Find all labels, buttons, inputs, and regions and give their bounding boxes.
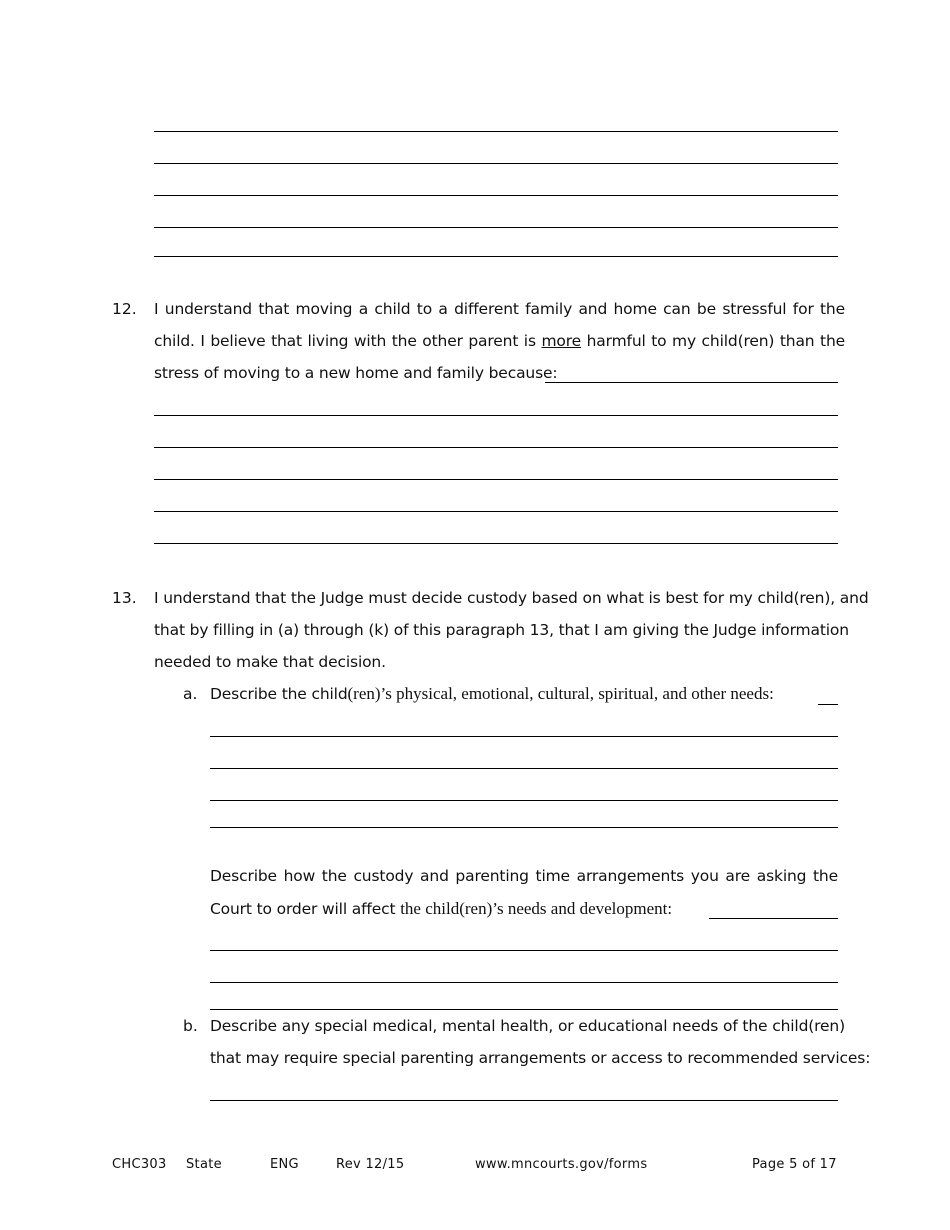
subitem-text-line: Describe the child(ren)’s physical, emotional, cultural, spiritual, and other needs: bbox=[210, 684, 774, 703]
writing-line[interactable] bbox=[210, 827, 838, 828]
item-number: 13. bbox=[112, 589, 137, 607]
item-text-line: needed to make that decision. bbox=[154, 653, 386, 671]
writing-line[interactable] bbox=[154, 195, 838, 196]
item-text-line: stress of moving to a new home and family because: bbox=[154, 364, 558, 382]
writing-line[interactable] bbox=[154, 163, 838, 164]
emphasis-word: more bbox=[541, 332, 582, 350]
writing-line[interactable] bbox=[154, 415, 838, 416]
writing-line[interactable] bbox=[210, 950, 838, 951]
writing-line[interactable] bbox=[210, 1100, 838, 1101]
subitem-text-line: Describe how the custody and parenting time arrangements you are asking the bbox=[210, 867, 838, 885]
answer-line[interactable] bbox=[818, 704, 838, 705]
footer-page-number: Page 5 of 17 bbox=[752, 1157, 837, 1172]
writing-line[interactable] bbox=[210, 982, 838, 983]
writing-line[interactable] bbox=[210, 768, 838, 769]
writing-line[interactable] bbox=[154, 131, 838, 132]
subitem-letter: a. bbox=[183, 685, 198, 703]
writing-line[interactable] bbox=[210, 1009, 838, 1010]
writing-line[interactable] bbox=[210, 736, 838, 737]
subitem-text-line: Court to order will affect the child(ren)’s needs and development: bbox=[210, 899, 673, 918]
writing-line[interactable] bbox=[154, 511, 838, 512]
item-number: 12. bbox=[112, 300, 137, 318]
footer-url[interactable]: www.mncourts.gov/forms bbox=[475, 1157, 648, 1172]
item-text-line: that by filling in (a) through (k) of this paragraph 13, that I am giving the Judge information bbox=[154, 621, 849, 639]
footer-jurisdiction: State bbox=[186, 1157, 222, 1172]
answer-line[interactable] bbox=[709, 918, 838, 919]
item-text-line: I understand that moving a child to a different family and home can be stressful for the bbox=[154, 300, 845, 318]
writing-line[interactable] bbox=[154, 256, 838, 257]
subitem-letter: b. bbox=[183, 1017, 198, 1035]
subitem-text-line: Describe any special medical, mental health, or educational needs of the child(ren) bbox=[210, 1017, 845, 1035]
writing-line[interactable] bbox=[154, 447, 838, 448]
writing-line[interactable] bbox=[210, 800, 838, 801]
footer-form-code: CHC303 bbox=[112, 1157, 167, 1172]
footer-language: ENG bbox=[270, 1157, 299, 1172]
writing-line[interactable] bbox=[154, 479, 838, 480]
writing-line[interactable] bbox=[154, 543, 838, 544]
writing-line[interactable] bbox=[154, 227, 838, 228]
item-text-line: child. I believe that living with the other parent is more harmful to my child(ren) than the bbox=[154, 332, 846, 350]
subitem-text-line: that may require special parenting arrangements or access to recommended services: bbox=[210, 1049, 871, 1067]
item-text-line: I understand that the Judge must decide custody based on what is best for my child(ren), and bbox=[154, 589, 869, 607]
footer-revision: Rev 12/15 bbox=[336, 1157, 405, 1172]
answer-line[interactable] bbox=[545, 382, 838, 383]
